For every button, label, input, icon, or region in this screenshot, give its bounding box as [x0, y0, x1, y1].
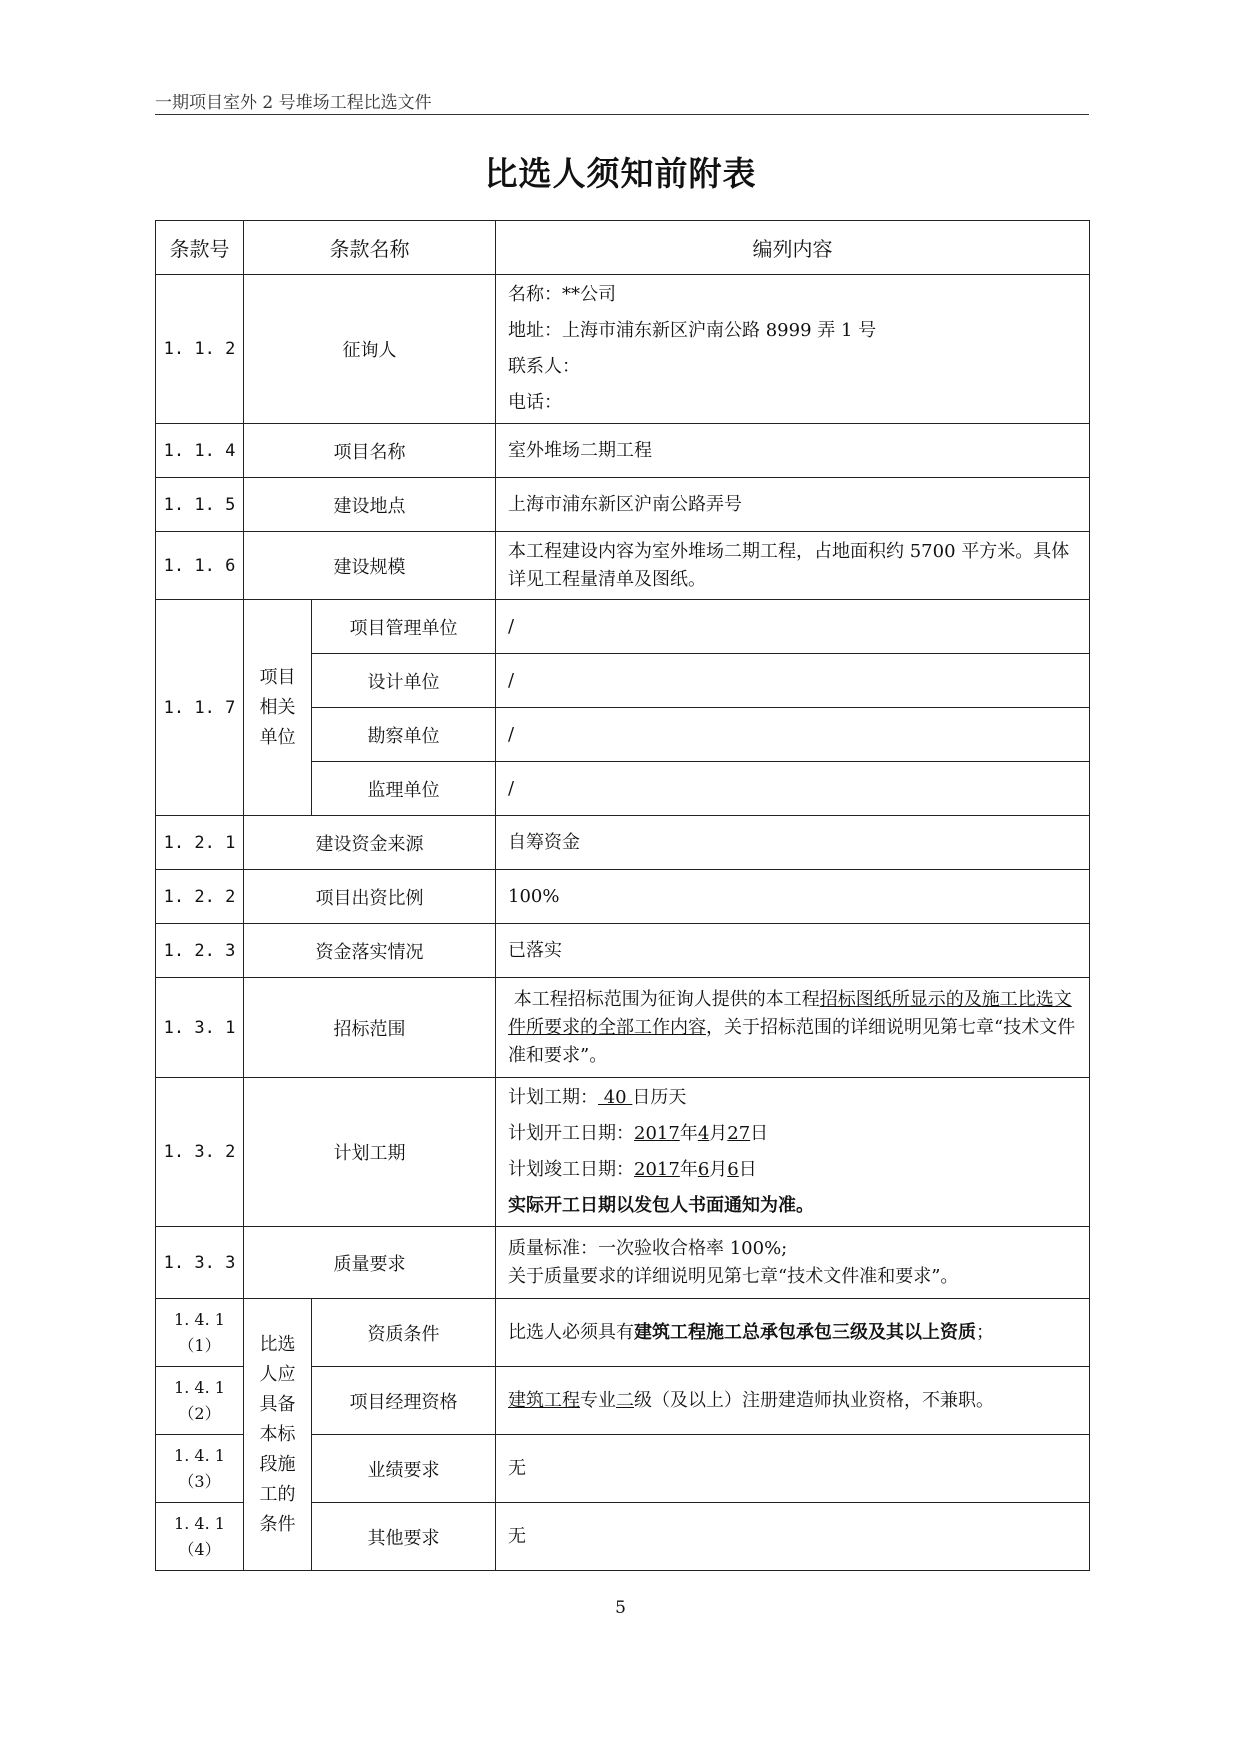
- clause-number: [156, 1503, 244, 1571]
- clause-number: 1. 3. 3: [156, 1227, 244, 1299]
- group-label: [244, 600, 312, 816]
- clause-number-sub: （2）: [178, 1403, 221, 1423]
- table-row: [156, 600, 1090, 654]
- clause-content: 100%: [496, 870, 1090, 924]
- clause-content: 上海市浦东新区沪南公路弄号: [496, 478, 1090, 532]
- clause-name: 其他要求: [312, 1503, 496, 1571]
- day-unit: 日: [750, 1123, 769, 1144]
- duration-unit: 日历天: [632, 1087, 687, 1108]
- table-row: [156, 478, 1090, 532]
- clause-content: /: [496, 600, 1090, 654]
- inquirer-name: 名称：**公司: [508, 284, 616, 305]
- column-header-name: 条款名称: [244, 221, 496, 275]
- qualification-text: 比选人必须具有: [508, 1321, 634, 1343]
- clause-name: 业绩要求: [312, 1435, 496, 1503]
- table-row: [156, 1227, 1090, 1299]
- clause-content: [496, 1299, 1090, 1367]
- start-month: 4: [697, 1123, 710, 1144]
- end-date-line: [508, 1152, 1081, 1188]
- start-year: 2017: [634, 1123, 680, 1144]
- month-unit: 月: [709, 1159, 728, 1180]
- page-number: 5: [615, 1598, 626, 1618]
- instructions-table: [155, 220, 1090, 1571]
- clause-number: [156, 1367, 244, 1435]
- clause-content: 无: [496, 1435, 1090, 1503]
- table-row: [156, 924, 1090, 978]
- page-title: 比选人须知前附表: [484, 154, 757, 193]
- clause-content: 本工程建设内容为室外堆场二期工程，占地面积约 5700 平方米。具体详见工程量清单及图纸。: [496, 532, 1090, 600]
- qualification-bold: 建筑工程施工总承包承包三级及其以上资质: [634, 1321, 976, 1343]
- end-day: 6: [727, 1159, 739, 1180]
- group-label: [244, 1299, 312, 1571]
- clause-number: 1. 2. 3: [156, 924, 244, 978]
- end-year: 2017: [634, 1159, 680, 1180]
- clause-name: 设计单位: [312, 654, 496, 708]
- start-date-label: 计划开工日期：: [508, 1123, 634, 1144]
- clause-content: /: [496, 654, 1090, 708]
- clause-content: /: [496, 762, 1090, 816]
- clause-name: 建设资金来源: [244, 816, 496, 870]
- clause-content: [496, 1078, 1090, 1227]
- duration-value: 40: [598, 1087, 633, 1108]
- clause-number-main: 1. 4. 1: [174, 1513, 225, 1533]
- clause-number: 1. 1. 6: [156, 532, 244, 600]
- table-header-row: [156, 221, 1090, 275]
- inquirer-address: 地址：上海市浦东新区沪南公路 8999 弄 1 号: [508, 320, 877, 341]
- clause-name: 项目出资比例: [244, 870, 496, 924]
- clause-content: 室外堆场二期工程: [496, 424, 1090, 478]
- year-unit: 年: [679, 1159, 698, 1180]
- qualification-end: ；: [976, 1321, 994, 1343]
- clause-number: 1. 1. 5: [156, 478, 244, 532]
- page-header: 一期项目室外 2 号堆场工程比选文件: [155, 88, 1089, 115]
- quality-note: 关于质量要求的详细说明见第七章“技术文件准和要求”。: [508, 1265, 959, 1287]
- duration-label: 计划工期：: [508, 1087, 598, 1108]
- clause-name: 资质条件: [312, 1299, 496, 1367]
- table-row: [156, 275, 1090, 424]
- clause-name: 质量要求: [244, 1227, 496, 1299]
- clause-number-sub: （1）: [178, 1335, 221, 1355]
- table-row: [156, 870, 1090, 924]
- clause-number: 1. 1. 7: [156, 600, 244, 816]
- clause-number-main: 1. 4. 1: [174, 1377, 225, 1397]
- pm-text-end: 级（及以上）注册建造师执业资格，不兼职。: [634, 1389, 994, 1411]
- clause-number: [156, 1435, 244, 1503]
- pm-grade: 二: [616, 1389, 634, 1411]
- table-row: [156, 1299, 1090, 1367]
- clause-number-sub: （4）: [178, 1539, 221, 1559]
- clause-content: [496, 1227, 1090, 1299]
- table-row: [156, 532, 1090, 600]
- inquirer-phone: 电话：: [508, 392, 562, 413]
- clause-number-main: 1. 4. 1: [174, 1445, 225, 1465]
- day-unit: 日: [738, 1159, 757, 1180]
- clause-name: 项目名称: [244, 424, 496, 478]
- scope-text-end: ，关于招标范围的详细说明见第七章“技术文件准和要求”。: [508, 1016, 1076, 1066]
- clause-name: 建设规模: [244, 532, 496, 600]
- clause-content: /: [496, 708, 1090, 762]
- scope-underlined: 招标图纸所显示的及施工比选文件所要求的全部工作内容: [508, 988, 1072, 1038]
- table-row: [156, 978, 1090, 1078]
- clause-content: [496, 978, 1090, 1078]
- clause-number: 1. 3. 1: [156, 978, 244, 1078]
- start-date-line: [508, 1116, 1081, 1152]
- table-row: [156, 1078, 1090, 1227]
- clause-number: 1. 2. 1: [156, 816, 244, 870]
- clause-name: 勘察单位: [312, 708, 496, 762]
- end-date-label: 计划竣工日期：: [508, 1159, 634, 1180]
- clause-number: 1. 1. 4: [156, 424, 244, 478]
- start-day: 27: [727, 1123, 751, 1144]
- month-unit: 月: [709, 1123, 728, 1144]
- clause-name: 监理单位: [312, 762, 496, 816]
- clause-name: 征询人: [244, 275, 496, 424]
- column-header-content: 编列内容: [496, 221, 1090, 275]
- clause-name: 建设地点: [244, 478, 496, 532]
- clause-number: [156, 1299, 244, 1367]
- pm-field: 建筑工程: [508, 1389, 580, 1411]
- clause-number-main: 1. 4. 1: [174, 1309, 225, 1329]
- clause-name: 招标范围: [244, 978, 496, 1078]
- clause-name: 项目管理单位: [312, 600, 496, 654]
- duration-line: [508, 1080, 1081, 1116]
- scope-text: 本工程招标范围为征询人提供的本工程: [513, 988, 820, 1010]
- quality-standard: 质量标准：一次验收合格率 100%;: [508, 1237, 788, 1259]
- clause-content: [496, 275, 1090, 424]
- table-row: [156, 816, 1090, 870]
- clause-number: 1. 2. 2: [156, 870, 244, 924]
- clause-content: 无: [496, 1503, 1090, 1571]
- year-unit: 年: [679, 1123, 698, 1144]
- inquirer-contact: 联系人：: [508, 356, 580, 377]
- clause-name: 项目经理资格: [312, 1367, 496, 1435]
- clause-name: 计划工期: [244, 1078, 496, 1227]
- group-label-text: 比选人应具备本标段施工的条件: [259, 1333, 296, 1535]
- end-month: 6: [697, 1159, 710, 1180]
- table-row: [156, 424, 1090, 478]
- clause-content: [496, 1367, 1090, 1435]
- clause-content: 已落实: [496, 924, 1090, 978]
- start-date-note: 实际开工日期以发包人书面通知为准。: [508, 1195, 814, 1216]
- group-label-text: 项目相关单位: [259, 666, 296, 748]
- clause-number: 1. 1. 2: [156, 275, 244, 424]
- pm-text: 专业: [580, 1389, 616, 1411]
- column-header-no: 条款号: [156, 221, 244, 275]
- clause-number-sub: （3）: [178, 1471, 221, 1491]
- clause-number: 1. 3. 2: [156, 1078, 244, 1227]
- clause-name: 资金落实情况: [244, 924, 496, 978]
- clause-content: 自筹资金: [496, 816, 1090, 870]
